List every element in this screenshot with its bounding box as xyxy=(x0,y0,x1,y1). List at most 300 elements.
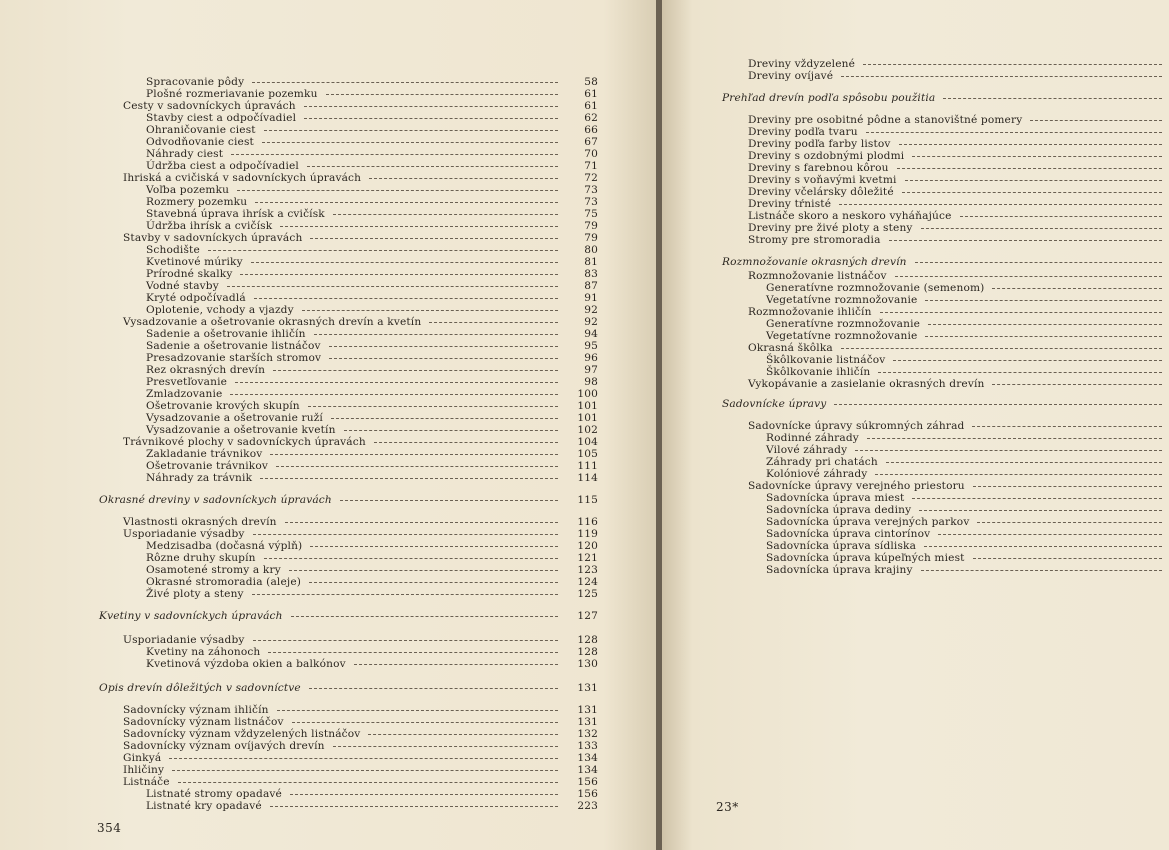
dot-leader xyxy=(973,486,1162,487)
dot-leader xyxy=(227,286,558,287)
toc-entry-page: 116 xyxy=(577,516,598,528)
toc-entry-page: 119 xyxy=(577,528,598,540)
toc-entry-page: 102 xyxy=(577,424,598,436)
toc-entry-page: 115 xyxy=(577,494,598,506)
toc-entry-page: 75 xyxy=(584,208,598,220)
dot-leader xyxy=(895,276,1162,277)
toc-entry xyxy=(0,388,640,400)
toc-entry xyxy=(0,400,640,412)
toc-entry-title: Usporiadanie výsadby xyxy=(123,528,245,540)
toc-entry-title: Okrasná škôlka xyxy=(748,342,833,354)
toc-entry-title: Presadzovanie starších stromov xyxy=(146,352,322,364)
toc-entry xyxy=(0,232,640,244)
toc-entry-page: 96 xyxy=(584,352,598,364)
toc-entry xyxy=(0,776,640,788)
toc-entry-title: Rozmery pozemku xyxy=(146,196,248,208)
dot-leader xyxy=(972,426,1162,427)
dot-leader xyxy=(240,274,558,275)
toc-entry-title: Sadovnícka úprava krajiny xyxy=(766,564,913,576)
toc-entry xyxy=(0,788,640,800)
toc-entry xyxy=(662,150,1169,162)
toc-heading xyxy=(662,398,1169,410)
dot-leader xyxy=(866,132,1162,133)
toc-entry-title: Okrasné stromoradia (aleje) xyxy=(146,576,302,588)
toc-entry xyxy=(0,516,640,528)
toc-entry-title: Kvetiny v sadovníckych úpravách xyxy=(99,610,283,622)
toc-entry-page: 130 xyxy=(577,658,598,670)
dot-leader xyxy=(302,310,558,311)
toc-entry-title: Stromy pre stromoradia xyxy=(748,234,881,246)
toc-entry-page: 95 xyxy=(584,340,598,352)
dot-leader xyxy=(291,616,558,617)
toc-entry xyxy=(662,222,1169,234)
dot-leader xyxy=(310,238,558,239)
toc-entry-title: Živé ploty a steny xyxy=(146,588,244,600)
toc-entry-title: Kryté odpočívadlá xyxy=(146,292,246,304)
dot-leader xyxy=(925,336,1162,337)
dot-leader xyxy=(333,214,558,215)
toc-entry xyxy=(0,292,640,304)
toc-entry xyxy=(0,220,640,232)
dot-leader xyxy=(264,558,558,559)
dot-leader xyxy=(889,240,1162,241)
dot-leader xyxy=(268,652,558,653)
toc-entry-title: Rodinné záhrady xyxy=(766,432,859,444)
toc-entry xyxy=(0,740,640,752)
toc-entry xyxy=(0,764,640,776)
toc-entry-page: 156 xyxy=(577,788,598,800)
toc-entry-title: Sadovnícka úprava cintorínov xyxy=(766,528,931,540)
dot-leader xyxy=(841,348,1162,349)
toc-entry xyxy=(662,114,1169,126)
toc-entry xyxy=(662,306,1169,318)
toc-entry xyxy=(662,420,1169,432)
toc-entry-title: Ihriská a cvičiská v sadovníckych úpravách xyxy=(123,172,362,184)
toc-entry-title: Vegetatívne rozmnožovanie xyxy=(766,294,918,306)
toc-entry-page: 120 xyxy=(577,540,598,552)
toc-entry-page: 128 xyxy=(577,646,598,658)
dot-leader xyxy=(333,746,558,747)
toc-entry-title: Ošetrovanie trávnikov xyxy=(146,460,269,472)
toc-entry xyxy=(0,634,640,646)
dot-leader xyxy=(252,82,558,83)
toc-entry-title: Dreviny ovíjavé xyxy=(748,70,834,82)
toc-entry xyxy=(662,70,1169,82)
toc-entry xyxy=(662,282,1169,294)
toc-entry-title: Sadovnícke úpravy verejného priestoru xyxy=(748,480,965,492)
toc-entry-title: Voľba pozemku xyxy=(146,184,230,196)
dot-leader xyxy=(314,334,558,335)
toc-entry-page: 94 xyxy=(584,328,598,340)
toc-entry-page: 121 xyxy=(577,552,598,564)
toc-entry xyxy=(0,148,640,160)
dot-leader xyxy=(292,722,558,723)
dot-leader xyxy=(924,546,1162,547)
dot-leader xyxy=(912,156,1162,157)
toc-entry xyxy=(0,208,640,220)
toc-entry-title: Sadovnícka úprava sídliska xyxy=(766,540,917,552)
toc-entry-page: 62 xyxy=(584,112,598,124)
dot-leader xyxy=(290,794,558,795)
toc-entry xyxy=(0,576,640,588)
toc-entry xyxy=(0,244,640,256)
dot-leader xyxy=(344,430,558,431)
dot-leader xyxy=(253,534,558,535)
toc-entry xyxy=(662,378,1169,390)
toc-entry-title: Rozmnožovanie okrasných drevín xyxy=(722,256,907,268)
toc-entry xyxy=(0,112,640,124)
toc-entry xyxy=(662,162,1169,174)
dot-leader xyxy=(308,406,558,407)
toc-entry-title: Vysadzovanie a ošetrovanie ruží xyxy=(146,412,323,424)
dot-leader xyxy=(938,534,1162,535)
dot-leader xyxy=(304,106,558,107)
toc-entry-page: 98 xyxy=(584,376,598,388)
toc-entry xyxy=(662,342,1169,354)
toc-entry xyxy=(662,492,1169,504)
dot-leader xyxy=(919,510,1162,511)
toc-entry xyxy=(0,376,640,388)
toc-entry xyxy=(0,800,640,812)
dot-leader xyxy=(943,98,1162,99)
dot-leader xyxy=(925,300,1162,301)
toc-entry xyxy=(662,480,1169,492)
dot-leader xyxy=(273,370,558,371)
toc-entry xyxy=(0,304,640,316)
toc-entry-title: Kolóniové záhrady xyxy=(766,468,868,480)
toc-entry xyxy=(662,540,1169,552)
toc-entry-page: 61 xyxy=(584,100,598,112)
toc-entry xyxy=(662,186,1169,198)
toc-heading xyxy=(0,682,640,694)
dot-leader xyxy=(230,394,558,395)
dot-leader xyxy=(369,178,558,179)
toc-entry-title: Vykopávanie a zasielanie okrasných drevín xyxy=(748,378,985,390)
dot-leader xyxy=(251,262,558,263)
toc-entry-title: Ohraničovanie ciest xyxy=(146,124,256,136)
toc-entry-title: Náhrady za trávnik xyxy=(146,472,253,484)
toc-entry xyxy=(0,412,640,424)
toc-entry-page: 127 xyxy=(577,610,598,622)
toc-entry xyxy=(0,172,640,184)
dot-leader xyxy=(253,640,558,641)
dot-leader xyxy=(960,216,1162,217)
toc-entry-title: Stavby v sadovníckych úpravách xyxy=(123,232,303,244)
toc-entry-title: Opis drevín dôležitých v sadovníctve xyxy=(99,682,301,694)
toc-entry-page: 101 xyxy=(577,400,598,412)
toc-entry-title: Odvodňovanie ciest xyxy=(146,136,254,148)
toc-entry-page: 100 xyxy=(577,388,598,400)
toc-entry-title: Rozmnožovanie ihličín xyxy=(748,306,872,318)
toc-entry-page: 92 xyxy=(584,316,598,328)
dot-leader xyxy=(839,204,1162,205)
dot-leader xyxy=(992,384,1162,385)
dot-leader xyxy=(304,118,558,119)
toc-entry-title: Dreviny s ozdobnými plodmi xyxy=(748,150,905,162)
toc-entry-title: Dreviny pre živé ploty a steny xyxy=(748,222,913,234)
toc-entry xyxy=(0,728,640,740)
toc-entry xyxy=(0,588,640,600)
toc-entry-title: Sadovnícky význam vždyzelených listnáčov xyxy=(123,728,361,740)
toc-entry-title: Dreviny s voňavými kvetmi xyxy=(748,174,897,186)
dot-leader xyxy=(309,688,558,689)
toc-entry-title: Dreviny tŕnisté xyxy=(748,198,832,210)
toc-entry-title: Kvetinové múriky xyxy=(146,256,243,268)
page-number-left: 354 xyxy=(97,821,122,835)
dot-leader xyxy=(237,190,558,191)
toc-entry-title: Stavby ciest a odpočívadiel xyxy=(146,112,297,124)
toc-entry-title: Škôlkovanie ihličín xyxy=(766,366,871,378)
dot-leader xyxy=(863,64,1162,65)
toc-entry-page: 132 xyxy=(577,728,598,740)
toc-entry-page: 79 xyxy=(584,220,598,232)
toc-entry xyxy=(662,468,1169,480)
toc-entry xyxy=(0,424,640,436)
toc-entry-title: Generatívne rozmnožovanie xyxy=(766,318,921,330)
toc-entry-title: Sadovnícky význam listnáčov xyxy=(123,716,284,728)
toc-entry-page: 156 xyxy=(577,776,598,788)
toc-entry-title: Sadovnícka úprava kúpeľných miest xyxy=(766,552,965,564)
dot-leader xyxy=(921,228,1162,229)
toc-entry xyxy=(0,196,640,208)
dot-leader xyxy=(928,324,1162,325)
dot-leader xyxy=(276,466,558,467)
toc-entry xyxy=(0,100,640,112)
toc-entry-title: Kvetinová výzdoba okien a balkónov xyxy=(146,658,346,670)
toc-entry-title: Usporiadanie výsadby xyxy=(123,634,245,646)
dot-leader xyxy=(368,734,558,735)
toc-entry xyxy=(662,354,1169,366)
toc-entry xyxy=(0,552,640,564)
toc-entry xyxy=(0,528,640,540)
dot-leader xyxy=(329,346,558,347)
toc-entry-title: Prírodné skalky xyxy=(146,268,233,280)
toc-entry xyxy=(662,294,1169,306)
toc-entry-page: 80 xyxy=(584,244,598,256)
toc-entry xyxy=(0,136,640,148)
toc-entry-page: 72 xyxy=(584,172,598,184)
toc-entry-page: 131 xyxy=(577,682,598,694)
toc-entry-title: Presvetľovanie xyxy=(146,376,228,388)
toc-entry xyxy=(0,124,640,136)
toc-entry xyxy=(0,352,640,364)
dot-leader xyxy=(899,144,1162,145)
toc-entry xyxy=(662,552,1169,564)
toc-entry-page: 81 xyxy=(584,256,598,268)
toc-entry-title: Ošetrovanie krových skupín xyxy=(146,400,300,412)
dot-leader xyxy=(260,478,558,479)
dot-leader xyxy=(855,450,1162,451)
toc-entry-title: Sadenie a ošetrovanie listnáčov xyxy=(146,340,321,352)
toc-entry-page: 123 xyxy=(577,564,598,576)
toc-entry-page: 83 xyxy=(584,268,598,280)
dot-leader xyxy=(264,130,558,131)
dot-leader xyxy=(897,168,1162,169)
toc-entry-title: Kvetiny na záhonoch xyxy=(146,646,261,658)
toc-entry-title: Sadovnícka úprava dediny xyxy=(766,504,912,516)
toc-entry-title: Sadovnícky význam ihličín xyxy=(123,704,269,716)
toc-entry-title: Rez okrasných drevín xyxy=(146,364,266,376)
toc-entry-title: Ginkyá xyxy=(123,752,162,764)
toc-entry-page: 134 xyxy=(577,764,598,776)
toc-entry-page: 73 xyxy=(584,196,598,208)
toc-entry xyxy=(662,318,1169,330)
toc-entry-title: Medzisadba (dočasná výplň) xyxy=(146,540,303,552)
toc-entry-page: 124 xyxy=(577,576,598,588)
toc-entry-title: Generatívne rozmnožovanie (semenom) xyxy=(766,282,985,294)
toc-entry-page: 91 xyxy=(584,292,598,304)
toc-entry-title: Oplotenie, vchody a vjazdy xyxy=(146,304,294,316)
toc-entry xyxy=(0,472,640,484)
dot-leader xyxy=(270,454,558,455)
toc-entry-page: 134 xyxy=(577,752,598,764)
toc-entry xyxy=(0,160,640,172)
dot-leader xyxy=(880,312,1162,313)
dot-leader xyxy=(235,382,558,383)
toc-entry-title: Dreviny pre osobitné pôdne a stanovištné pomery xyxy=(748,114,1023,126)
right-page xyxy=(662,0,1169,850)
toc-entry-title: Vodné stavby xyxy=(146,280,219,292)
toc-entry-page: 87 xyxy=(584,280,598,292)
toc-entry xyxy=(0,716,640,728)
dot-leader xyxy=(992,288,1162,289)
toc-entry-page: 67 xyxy=(584,136,598,148)
toc-entry xyxy=(662,528,1169,540)
toc-entry-page: 111 xyxy=(577,460,598,472)
toc-entry-title: Osamotené stromy a kry xyxy=(146,564,281,576)
dot-leader xyxy=(867,438,1162,439)
toc-entry-title: Prehľad drevín podľa spôsobu použitia xyxy=(722,92,936,104)
toc-entry xyxy=(662,198,1169,210)
dot-leader xyxy=(254,298,558,299)
toc-entry-title: Zakladanie trávnikov xyxy=(146,448,263,460)
toc-entry xyxy=(0,316,640,328)
dot-leader xyxy=(331,418,558,419)
toc-entry-title: Rôzne druhy skupín xyxy=(146,552,256,564)
dot-leader xyxy=(977,522,1162,523)
toc-entry-page: 97 xyxy=(584,364,598,376)
toc-heading xyxy=(0,494,640,506)
dot-leader xyxy=(289,570,558,571)
toc-entry-title: Záhrady pri chatách xyxy=(766,456,878,468)
toc-entry xyxy=(662,210,1169,222)
toc-entry xyxy=(662,234,1169,246)
toc-entry xyxy=(662,330,1169,342)
toc-entry-title: Rozmnožovanie listnáčov xyxy=(748,270,887,282)
toc-entry-title: Sadovnícka úprava miest xyxy=(766,492,905,504)
toc-entry-title: Sadovnícka úprava verejných parkov xyxy=(766,516,970,528)
dot-leader xyxy=(285,522,558,523)
dot-leader xyxy=(255,202,558,203)
toc-entry xyxy=(662,504,1169,516)
dot-leader xyxy=(893,360,1162,361)
toc-entry xyxy=(662,444,1169,456)
toc-entry-title: Náhrady ciest xyxy=(146,148,224,160)
toc-heading xyxy=(662,92,1169,104)
toc-entry-page: 104 xyxy=(577,436,598,448)
toc-entry xyxy=(0,540,640,552)
toc-entry xyxy=(0,184,640,196)
toc-entry-title: Sadovnícke úpravy súkromných záhrad xyxy=(748,420,965,432)
dot-leader xyxy=(172,770,558,771)
toc-entry-page: 70 xyxy=(584,148,598,160)
toc-entry xyxy=(0,460,640,472)
dot-leader xyxy=(169,758,558,759)
toc-entry-title: Vysadzovanie a ošetrovanie okrasných drevín a kvetín xyxy=(123,316,422,328)
toc-entry xyxy=(662,58,1169,70)
dot-leader xyxy=(309,582,558,583)
toc-entry-title: Trávnikové plochy v sadovníckych úpravách xyxy=(123,436,366,448)
toc-entry xyxy=(662,516,1169,528)
toc-entry xyxy=(0,328,640,340)
toc-entry-page: 133 xyxy=(577,740,598,752)
dot-leader xyxy=(310,546,558,547)
toc-entry-page: 125 xyxy=(577,588,598,600)
toc-entry-page: 58 xyxy=(584,76,598,88)
dot-leader xyxy=(878,372,1162,373)
dot-leader xyxy=(875,474,1162,475)
toc-entry xyxy=(0,752,640,764)
toc-entry-title: Sadenie a ošetrovanie ihličín xyxy=(146,328,306,340)
dot-leader xyxy=(231,154,558,155)
toc-entry xyxy=(0,658,640,670)
toc-entry-title: Listnaté kry opadavé xyxy=(146,800,262,812)
dot-leader xyxy=(1030,120,1162,121)
toc-entry-title: Listnáče xyxy=(123,776,170,788)
toc-entry-title: Údržba ciest a odpočívadiel xyxy=(146,160,299,172)
toc-heading xyxy=(662,256,1169,268)
toc-entry xyxy=(662,126,1169,138)
toc-entry-page: 114 xyxy=(577,472,598,484)
toc-entry-title: Škôlkovanie listnáčov xyxy=(766,354,886,366)
dot-leader xyxy=(841,76,1162,77)
toc-entry-page: 131 xyxy=(577,716,598,728)
toc-entry-page: 66 xyxy=(584,124,598,136)
toc-entry xyxy=(662,432,1169,444)
toc-entry-title: Stavebná úprava ihrísk a cvičísk xyxy=(146,208,325,220)
dot-leader xyxy=(921,570,1162,571)
toc-entry xyxy=(0,268,640,280)
dot-leader xyxy=(270,806,558,807)
toc-entry-page: 71 xyxy=(584,160,598,172)
toc-entry xyxy=(0,76,640,88)
dot-leader xyxy=(354,664,558,665)
dot-leader xyxy=(178,782,558,783)
dot-leader xyxy=(307,166,558,167)
toc-entry-title: Listnáče skoro a neskoro vyháňajúce xyxy=(748,210,952,222)
dot-leader xyxy=(252,594,558,595)
toc-entry-title: Vlastnosti okrasných drevín xyxy=(123,516,277,528)
toc-heading xyxy=(0,610,640,622)
dot-leader xyxy=(374,442,558,443)
toc-entry-title: Cesty v sadovníckych úpravách xyxy=(123,100,296,112)
toc-entry-page: 92 xyxy=(584,304,598,316)
toc-entry xyxy=(662,270,1169,282)
dot-leader xyxy=(208,250,558,251)
dot-leader xyxy=(834,404,1162,405)
toc-entry-page: 79 xyxy=(584,232,598,244)
toc-entry-title: Zmladzovanie xyxy=(146,388,223,400)
toc-entry xyxy=(0,364,640,376)
toc-entry-title: Vysadzovanie a ošetrovanie kvetín xyxy=(146,424,336,436)
toc-entry xyxy=(0,340,640,352)
toc-entry xyxy=(0,646,640,658)
toc-entry-title: Okrasné dreviny v sadovníckych úpravách xyxy=(99,494,332,506)
toc-entry-title: Schodište xyxy=(146,244,200,256)
toc-entry xyxy=(662,366,1169,378)
dot-leader xyxy=(973,558,1162,559)
toc-entry xyxy=(0,448,640,460)
